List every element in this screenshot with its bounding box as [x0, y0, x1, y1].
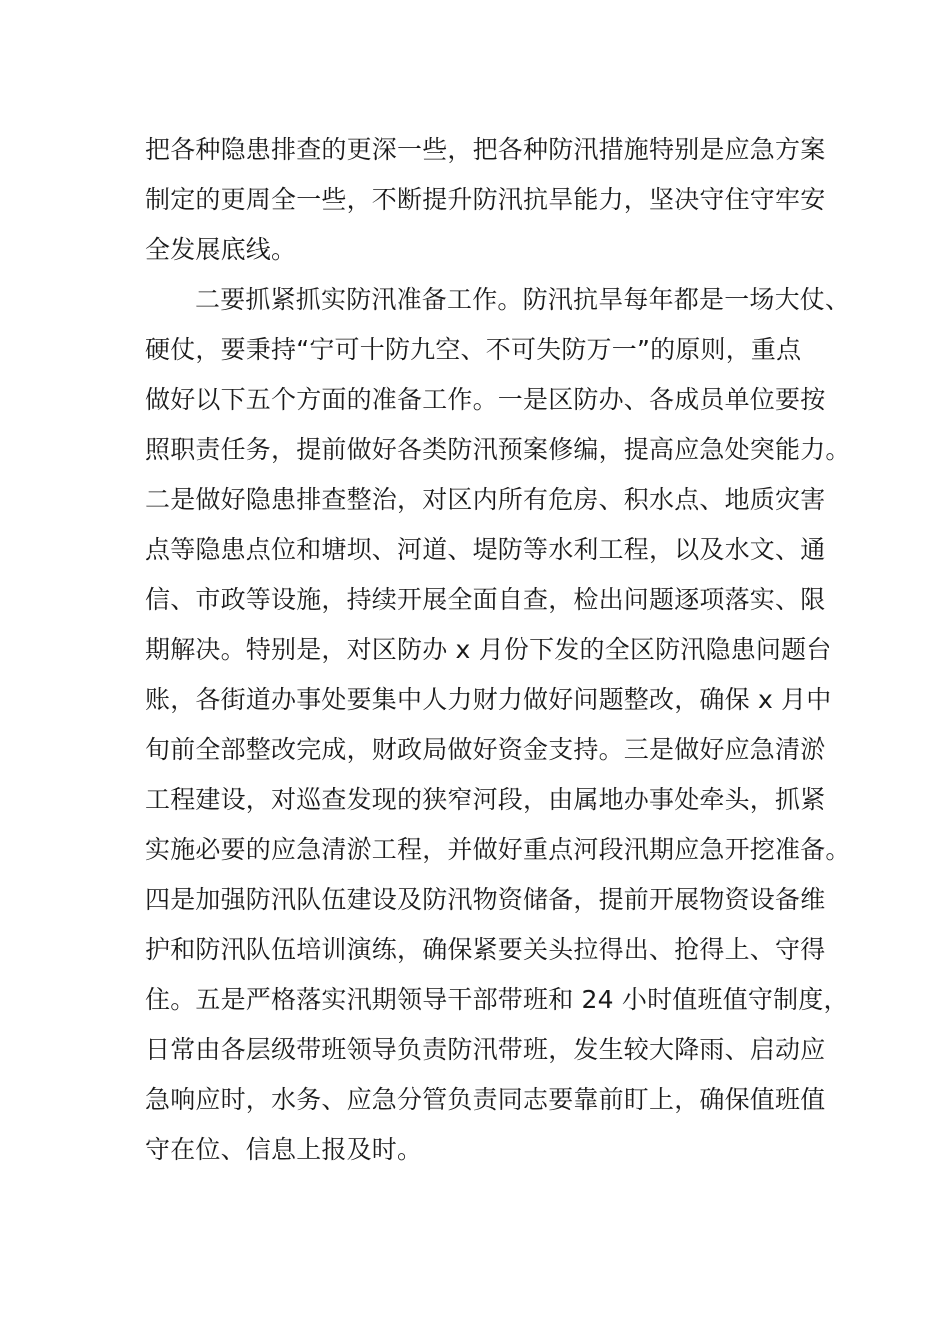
text-line: 期解决。特别是，对区防办 x 月份下发的全区防汛隐患问题台 — [145, 635, 832, 664]
text-line: 工程建设，对巡查发现的狭窄河段，由属地办事处牵头，抓紧 — [145, 785, 826, 814]
text-line: 做好以下五个方面的准备工作。一是区防办、各成员单位要按 — [145, 385, 826, 414]
paragraph-first-line: 二要抓紧抓实防汛准备工作。防汛抗旱每年都是一场大仗、 — [195, 285, 851, 314]
text-line: 日常由各层级带班领导负责防汛带班，发生较大降雨、启动应 — [145, 1035, 826, 1064]
text-line: 照职责任务，提前做好各类防汛预案修编，提高应急处突能力。 — [145, 435, 851, 464]
text-line: 全发展底线。 — [145, 235, 297, 264]
text-line: 实施必要的应急清淤工程，并做好重点河段汛期应急开挖准备。 — [145, 835, 851, 864]
text-line: 账，各街道办事处要集中人力财力做好问题整改，确保 x 月中 — [145, 685, 832, 714]
text-line: 旬前全部整改完成，财政局做好资金支持。三是做好应急清淤 — [145, 735, 826, 764]
text-line: 护和防汛队伍培训演练，确保紧要关头拉得出、抢得上、守得 — [145, 935, 826, 964]
text-line: 信、市政等设施，持续开展全面自查，检出问题逐项落实、限 — [145, 585, 826, 614]
text-line: 急响应时，水务、应急分管负责同志要靠前盯上，确保值班值 — [145, 1085, 826, 1114]
text-line: 四是加强防汛队伍建设及防汛物资储备，提前开展物资设备维 — [145, 885, 826, 914]
text-line: 制定的更周全一些，不断提升防汛抗旱能力，坚决守住守牢安 — [145, 185, 826, 214]
text-line: 住。五是严格落实汛期领导干部带班和 24 小时值班值守制度， — [145, 985, 849, 1014]
text-line: 硬仗，要秉持“宁可十防九空、不可失防万一”的原则，重点 — [145, 335, 802, 364]
text-line: 守在位、信息上报及时。 — [145, 1135, 423, 1164]
text-line: 把各种隐患排查的更深一些，把各种防汛措施特别是应急方案 — [145, 135, 826, 164]
text-line: 二是做好隐患排查整治，对区内所有危房、积水点、地质灾害 — [145, 485, 826, 514]
text-line: 点等隐患点位和塘坝、河道、堤防等水利工程，以及水文、通 — [145, 535, 826, 564]
